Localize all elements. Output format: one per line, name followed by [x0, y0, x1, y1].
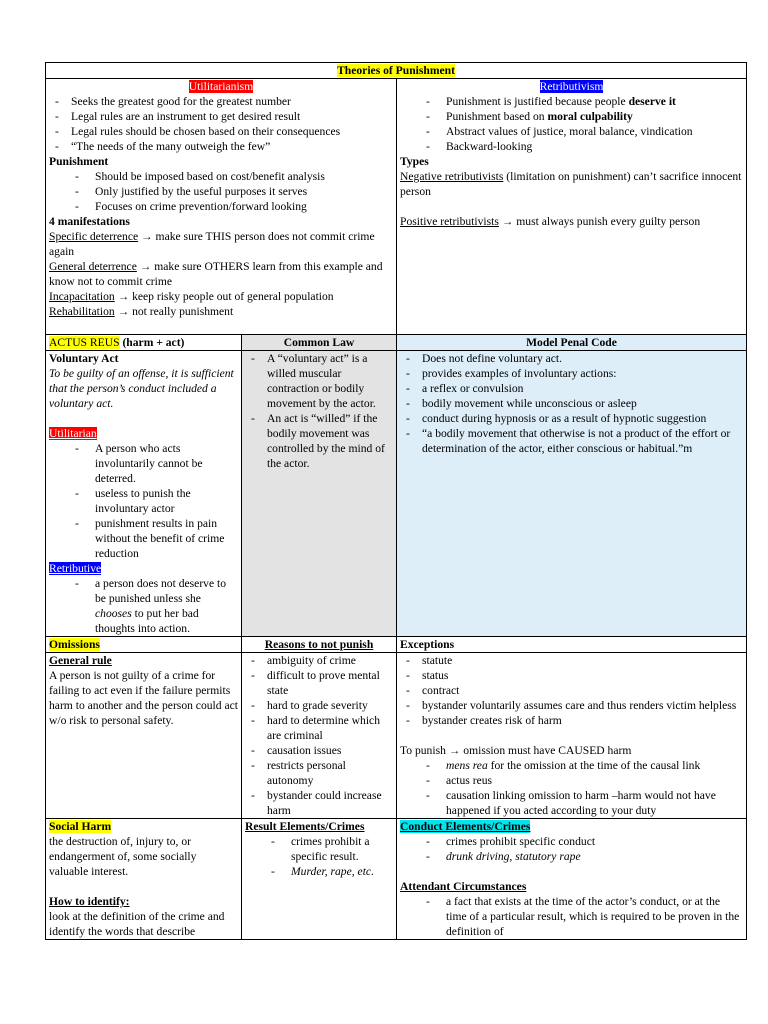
voluntary-act-definition: To be guilty of an offense, it is sufficient that the person’s conduct included a voluntary act. [49, 367, 234, 410]
list-item: - Backward-looking [400, 139, 743, 154]
punishment-list [49, 169, 393, 214]
list-item: - Only justified by the useful purposes it serves [49, 184, 393, 199]
mpc-cell [397, 351, 747, 637]
list-item: - conduct during hypnosis or as a result of hypnotic suggestion [400, 411, 743, 426]
voluntary-act-heading: Voluntary Act [49, 352, 119, 365]
manifestation-incapacitation: Incapacitation → keep risky people out of general population [49, 290, 334, 303]
manifestations-heading: 4 manifestations [49, 215, 130, 228]
list-item: - restricts personal autonomy [245, 758, 393, 788]
common-law-list [245, 351, 393, 471]
retributive-label: Retributive [49, 562, 102, 575]
attendant-circumstances-list [400, 894, 743, 939]
utilitarianism-cell [46, 79, 397, 335]
omissions-heading: Omissions [49, 638, 100, 651]
to-punish-text: To punish → omission must have CAUSED harm [400, 744, 632, 757]
list-item: - bystander could increase harm [245, 788, 393, 818]
to-punish-list [400, 758, 743, 818]
social-harm-cell [46, 819, 242, 940]
result-elements-heading: Result Elements/Crimes [245, 820, 365, 833]
list-item: - A “voluntary act” is a willed muscular contraction or bodily movement by the actor. [245, 351, 393, 411]
theories-row [46, 79, 747, 335]
utilitarianism-list [49, 94, 393, 154]
list-item: - Punishment is justified because people deserve it [400, 94, 743, 109]
punishment-heading: Punishment [49, 155, 109, 168]
negative-retributivists: Negative retributivists (limitation on punishment) can’t sacrifice innocent person [400, 170, 742, 198]
list-item: - bodily movement while unconscious or asleep [400, 396, 743, 411]
list-item: - Punishment based on moral culpability [400, 109, 743, 124]
list-item: - Focuses on crime prevention/forward looking [49, 199, 393, 214]
list-item: - An act is “willed” if the bodily movement was controlled by the mind of the actor. [245, 411, 393, 471]
list-item: - useless to punish the involuntary actor [49, 486, 238, 516]
mpc-list [400, 351, 743, 456]
utilitarianism-heading: Utilitarianism [188, 80, 254, 93]
common-law-heading: Common Law [242, 335, 397, 351]
retributivism-heading: Retributivism [539, 80, 604, 93]
list-item: - Abstract values of justice, moral balance, vindication [400, 124, 743, 139]
list-item: - drunk driving, statutory rape [400, 849, 743, 864]
list-item: - Legal rules are an instrument to get desired result [49, 109, 393, 124]
list-item: - bystander creates risk of harm [400, 713, 743, 728]
positive-retributivists: Positive retributivists → must always punish every guilty person [400, 215, 701, 228]
exceptions-heading: Exceptions [397, 637, 747, 653]
conduct-elements-list [400, 834, 743, 864]
general-rule-heading: General rule [49, 654, 112, 667]
actus-header-row: ACTUS REUS (harm + act) Common Law Model Penal Code [46, 335, 747, 351]
list-item: - a reflex or convulsion [400, 381, 743, 396]
list-item: - causation issues [245, 743, 393, 758]
document-page [45, 62, 746, 940]
notes-table [45, 62, 747, 940]
list-item: - mens rea for the omission at the time of the causal link [400, 758, 743, 773]
voluntary-act-cell [46, 351, 242, 637]
retributivism-cell [397, 79, 747, 335]
list-item: - “The needs of the many outweigh the few” [49, 139, 393, 154]
social-harm-row [46, 819, 747, 940]
how-to-identify-heading: How to identify: [49, 895, 130, 908]
general-rule-cell [46, 653, 242, 819]
social-harm-heading: Social Harm [49, 820, 112, 833]
list-item: - statute [400, 653, 743, 668]
conduct-elements-cell [397, 819, 747, 940]
types-heading: Types [400, 155, 429, 168]
exceptions-list [400, 653, 743, 728]
list-item: - a fact that exists at the time of the actor’s conduct, or at the time of a particular result, which is required to be proven in the definition of [400, 894, 743, 939]
manifestation-rehabilitation: Rehabilitation → not really punishment [49, 305, 234, 318]
retributive-list [49, 576, 238, 636]
actus-reus-heading: ACTUS REUS [49, 336, 120, 349]
list-item: - hard to determine which are criminal [245, 713, 393, 743]
list-item: - Legal rules should be chosen based on their consequences [49, 124, 393, 139]
title-row [46, 63, 747, 79]
list-item: - provides examples of involuntary actions: [400, 366, 743, 381]
list-item: - Murder, rape, etc. [245, 864, 393, 879]
actus-row [46, 351, 747, 637]
list-item: - punishment results in pain without the benefit of crime reduction [49, 516, 238, 561]
list-item: - Seeks the greatest good for the greatest number [49, 94, 393, 109]
list-item: - Should be imposed based on cost/benefit analysis [49, 169, 393, 184]
list-item: - crimes prohibit specific conduct [400, 834, 743, 849]
reasons-cell [242, 653, 397, 819]
list-item: - difficult to prove mental state [245, 668, 393, 698]
list-item: - causation linking omission to harm –harm would not have happened if you acted according to your duty [400, 788, 743, 818]
result-elements-list [245, 834, 393, 879]
common-law-cell [242, 351, 397, 637]
general-rule-text: A person is not guilty of a crime for failing to act even if the failure permits harm to another and the person could act w/o risk to personal safety. [49, 669, 238, 727]
utilitarian-list [49, 441, 238, 561]
list-item: - contract [400, 683, 743, 698]
retributivism-list [400, 94, 743, 154]
list-item: - bystander voluntarily assumes care and thus renders victim helpless [400, 698, 743, 713]
list-item: - hard to grade severity [245, 698, 393, 713]
list-item: - “a bodily movement that otherwise is not a product of the effort or determination of the actor, either conscious or habitual.”m [400, 426, 743, 456]
social-harm-definition: the destruction of, injury to, or endangerment of, some socially valuable interest. [49, 835, 197, 878]
how-to-identify-text: look at the definition of the crime and identify the words that describe [49, 910, 225, 938]
utilitarian-label: Utilitarian [49, 427, 97, 440]
exceptions-cell [397, 653, 747, 819]
manifestation-specific: Specific deterrence → make sure THIS person does not commit crime again [49, 230, 375, 258]
list-item: - actus reus [400, 773, 743, 788]
omissions-header-row [46, 637, 747, 653]
list-item: - crimes prohibit a specific result. [245, 834, 393, 864]
manifestation-general: General deterrence → make sure OTHERS learn from this example and know not to commit crime [49, 260, 383, 288]
mpc-heading: Model Penal Code [397, 335, 747, 351]
omissions-row [46, 653, 747, 819]
list-item: - A person who acts involuntarily cannot be deterred. [49, 441, 238, 486]
reasons-heading: Reasons to not punish [242, 637, 397, 653]
attendant-circumstances-heading: Attendant Circumstances [400, 880, 527, 893]
list-item: - Does not define voluntary act. [400, 351, 743, 366]
conduct-elements-heading: Conduct Elements/Crimes [400, 820, 531, 833]
page-title: Theories of Punishment [337, 64, 455, 77]
result-elements-cell [242, 819, 397, 940]
list-item: - ambiguity of crime [245, 653, 393, 668]
reasons-list [245, 653, 393, 818]
list-item: - a person does not deserve to be punished unless she chooses to put her bad thoughts into action. [49, 576, 238, 636]
list-item: - status [400, 668, 743, 683]
